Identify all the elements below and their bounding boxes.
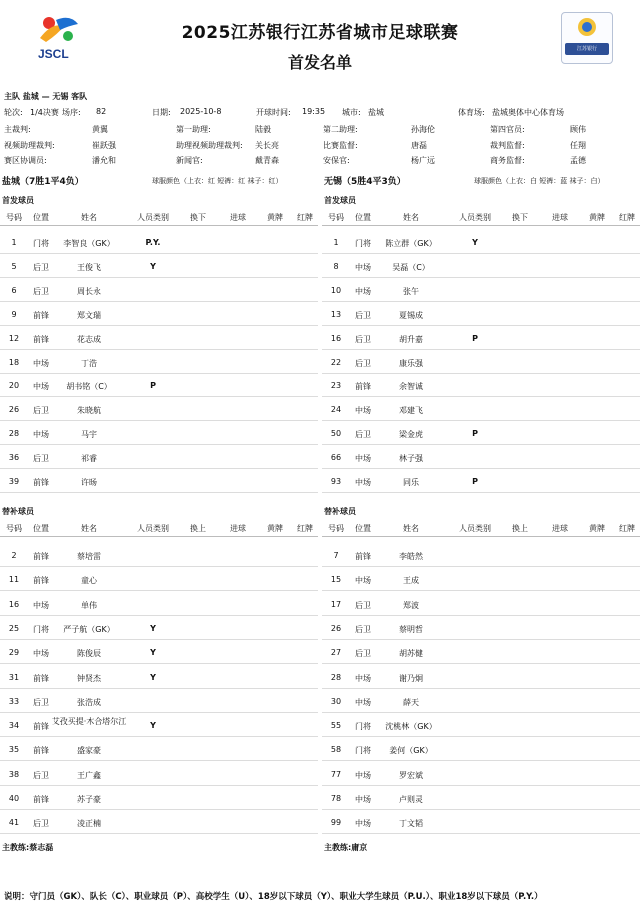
home-sub-name: 苏子豪	[77, 795, 101, 804]
away-starter-position: 后卫	[355, 430, 371, 440]
away-sub-number: 30	[330, 696, 342, 706]
page-title: 2025江苏银行江苏省城市足球联赛	[181, 23, 459, 43]
home-sub-number: 11	[8, 575, 20, 585]
away-starter-position: 中场	[355, 262, 371, 272]
home-sub-number: 40	[8, 794, 20, 803]
home-starter-name: 郑文瑞	[77, 310, 101, 320]
home-row-rule	[0, 277, 318, 278]
home-sub-number: 16	[8, 599, 20, 609]
official-name: 孟德	[570, 156, 586, 165]
logo-text: JSCL	[38, 47, 69, 61]
home-starter-name: 朱晓航	[77, 406, 101, 416]
home-starter-name: 马宇	[81, 430, 97, 440]
away-row-rule	[322, 663, 640, 664]
away-header-2: 姓名	[403, 524, 419, 533]
home-sub-number: 35	[8, 745, 20, 755]
home-starter-category: P.Y.	[145, 238, 161, 247]
official-label: 第二助理:	[323, 125, 358, 134]
away-sub-name: 郑波	[403, 600, 419, 610]
official-label: 新闻官:	[176, 156, 203, 165]
home-starter-name: 丁浩	[81, 358, 97, 368]
away-sub-name: 王成	[403, 576, 419, 586]
away-starter-name: 胡升嘉	[399, 334, 423, 344]
away-row-rule	[322, 277, 640, 278]
away-row-rule	[322, 615, 640, 616]
away-row-rule	[322, 688, 640, 689]
away-sub-position: 门将	[355, 746, 371, 756]
away-sub-name: 李皓然	[399, 552, 423, 561]
home-team-record: 盐城（7胜1平4负）	[2, 177, 84, 187]
away-starter-position: 中场	[355, 406, 371, 416]
home-sub-position: 后卫	[33, 770, 49, 780]
home-row-rule	[0, 566, 318, 567]
away-sub-name: 罗宏斌	[399, 770, 423, 780]
away-starter-name: 同乐	[403, 478, 419, 487]
away-starter-name: 吴磊（C）	[392, 262, 430, 272]
away-sub-position: 后卫	[355, 649, 371, 659]
away-sub-name: 丁文韬	[399, 819, 423, 829]
away-sub-position: 中场	[355, 770, 371, 780]
home-starter-position: 中场	[33, 358, 49, 368]
away-header-7: 红牌	[619, 524, 635, 533]
home-header-1: 位置	[33, 524, 49, 533]
official-name: 任翔	[570, 141, 586, 150]
home-row-rule	[0, 833, 318, 834]
away-row-rule	[322, 349, 640, 350]
match-info-value: 1/4决赛	[30, 108, 59, 117]
away-starter-position: 中场	[355, 454, 371, 464]
home-header-5: 进球	[230, 524, 246, 533]
home-sub-number: 29	[8, 648, 20, 658]
home-header-5: 进球	[230, 213, 246, 222]
home-starter-number: 26	[8, 405, 20, 415]
away-starter-number: 13	[330, 309, 342, 319]
away-row-rule	[322, 736, 640, 737]
away-header-3: 人员类别	[459, 213, 491, 222]
home-sub-category: Y	[150, 648, 156, 658]
home-row-rule	[0, 785, 318, 786]
away-starter-position: 中场	[355, 478, 371, 487]
home-sub-position: 中场	[33, 600, 49, 610]
home-sub-number: 31	[8, 672, 20, 682]
away-row-rule	[322, 785, 640, 786]
home-sub-number: 2	[11, 551, 17, 560]
home-sub-name: 艾孜买提·木合塔尔江	[51, 717, 127, 727]
home-header-7: 红牌	[297, 213, 313, 222]
home-row-rule	[0, 420, 318, 421]
official-name: 黄翼	[92, 125, 108, 134]
home-row-rule	[0, 736, 318, 737]
match-info-value: 盐城奥体中心体育场	[492, 108, 564, 117]
away-starter-number: 8	[333, 261, 339, 271]
home-sub-position: 前锋	[33, 722, 49, 732]
home-row-rule	[0, 396, 318, 397]
official-label: 主裁判:	[4, 125, 31, 134]
official-name: 杨广远	[411, 156, 435, 165]
official-name: 潘允和	[92, 156, 116, 165]
home-starter-name: 周长永	[77, 286, 101, 296]
official-name: 戴青森	[255, 156, 279, 165]
home-starter-position: 前锋	[33, 478, 49, 487]
home-row-rule	[0, 301, 318, 302]
official-label: 视频助理裁判:	[4, 141, 55, 150]
away-row-rule	[322, 468, 640, 469]
home-header-3: 人员类别	[137, 213, 169, 222]
official-label: 裁判监督:	[490, 141, 525, 150]
away-sub-name: 薛天	[403, 697, 419, 707]
away-starter-name: 陈立群（GK）	[385, 239, 437, 248]
home-sub-position: 前锋	[33, 746, 49, 756]
away-sub-position: 前锋	[355, 552, 371, 561]
away-header-6: 黄牌	[589, 524, 605, 533]
away-starter-name: 张午	[403, 286, 419, 296]
away-sub-name: 胡苏健	[399, 649, 423, 659]
home-sub-position: 后卫	[33, 819, 49, 829]
match-info-value: 82	[96, 107, 107, 116]
away-row-rule	[322, 833, 640, 834]
home-row-rule	[0, 492, 318, 493]
match-info-label: 日期:	[152, 108, 171, 117]
away-sub-number: 78	[330, 794, 342, 803]
home-header-3: 人员类别	[137, 524, 169, 533]
away-starter-position: 后卫	[355, 358, 371, 368]
home-starter-category: Y	[150, 261, 156, 271]
match-info-value: 2025-10-8	[180, 107, 222, 116]
away-row-rule	[322, 373, 640, 374]
away-sub-number: 28	[330, 672, 342, 682]
official-label: 第一助理:	[176, 125, 211, 134]
official-label: 第四官员:	[490, 125, 525, 134]
home-sub-number: 34	[8, 721, 20, 731]
official-name: 孙海伦	[411, 125, 435, 134]
home-starter-position: 中场	[33, 430, 49, 440]
away-row-rule	[322, 396, 640, 397]
home-sub-position: 门将	[33, 624, 49, 634]
home-starters-label: 首发球员	[2, 196, 34, 205]
home-sub-name: 蔡培雷	[77, 552, 101, 561]
away-row-rule	[322, 760, 640, 761]
home-starter-name: 许旸	[81, 478, 97, 487]
home-sub-category: Y	[150, 623, 156, 633]
official-label: 安保官:	[323, 156, 350, 165]
away-header-0: 号码	[328, 524, 344, 533]
sponsor-logo-text: 江苏银行	[576, 46, 597, 52]
match-info-label: 轮次:	[4, 108, 23, 117]
home-header-0: 号码	[6, 213, 22, 222]
home-sub-number: 41	[8, 818, 20, 828]
away-sub-number: 99	[330, 818, 342, 828]
home-row-rule	[0, 373, 318, 374]
away-starter-category: P	[472, 429, 478, 439]
official-name: 唐磊	[411, 141, 427, 150]
away-starter-number: 24	[330, 405, 342, 415]
away-sub-name: 姜何（GK）	[389, 746, 433, 756]
official-label: 商务监督:	[490, 156, 525, 165]
home-starter-number: 20	[8, 381, 20, 391]
home-row-rule	[0, 663, 318, 664]
away-starter-name: 林子强	[399, 454, 423, 464]
official-label: 助理视频助理裁判:	[176, 141, 243, 150]
page-subtitle: 首发名单	[287, 53, 352, 72]
away-header-5: 进球	[552, 213, 568, 222]
home-head-coach: 主教练:蔡志磊	[2, 843, 54, 852]
away-sub-name: 沈桃林（GK）	[385, 722, 437, 732]
home-starter-position: 后卫	[33, 286, 49, 296]
official-name: 关长亮	[255, 141, 279, 150]
home-starter-number: 9	[11, 309, 17, 319]
away-starter-position: 后卫	[355, 310, 371, 320]
home-kit-colors: 球服颜色（上衣：红 短裤：红 袜子：红）	[152, 177, 283, 185]
home-starter-position: 前锋	[33, 310, 49, 320]
away-row-rule	[322, 253, 640, 254]
away-row-rule	[322, 566, 640, 567]
away-sub-number: 26	[330, 623, 342, 633]
home-header-7: 红牌	[297, 524, 313, 533]
away-starter-name: 余智诚	[399, 382, 423, 392]
home-starter-number: 36	[8, 453, 20, 463]
home-row-rule	[0, 760, 318, 761]
home-row-rule	[0, 809, 318, 810]
home-sub-category: Y	[150, 721, 156, 731]
away-sub-position: 门将	[355, 722, 371, 732]
home-header-rule	[0, 225, 318, 226]
away-starter-position: 中场	[355, 286, 371, 296]
home-sub-name: 严子航（GK）	[63, 624, 115, 634]
away-starter-number: 50	[330, 429, 342, 439]
away-row-rule	[322, 492, 640, 493]
home-starter-number: 39	[8, 477, 20, 486]
away-header-0: 号码	[328, 213, 344, 222]
home-starter-position: 后卫	[33, 262, 49, 272]
home-row-rule	[0, 615, 318, 616]
away-row-rule	[322, 712, 640, 713]
home-starter-number: 28	[8, 429, 20, 439]
home-sub-name: 盛家豪	[77, 746, 101, 756]
home-row-rule	[0, 468, 318, 469]
away-starter-position: 后卫	[355, 334, 371, 344]
away-sub-position: 中场	[355, 819, 371, 829]
home-starter-position: 前锋	[33, 334, 49, 344]
away-row-rule	[322, 301, 640, 302]
away-header-3: 人员类别	[459, 524, 491, 533]
official-name: 崔跃强	[92, 141, 116, 150]
match-info-label: 场序:	[62, 108, 81, 117]
away-header-4: 换上	[512, 524, 528, 533]
away-header-rule	[322, 536, 640, 537]
home-row-rule	[0, 253, 318, 254]
away-starter-number: 93	[330, 477, 342, 486]
home-header-6: 黄牌	[267, 524, 283, 533]
home-header-4: 换上	[190, 524, 206, 533]
home-row-rule	[0, 712, 318, 713]
away-header-1: 位置	[355, 213, 371, 222]
away-header-2: 姓名	[403, 213, 419, 222]
home-header-rule	[0, 536, 318, 537]
away-sub-number: 7	[333, 551, 339, 560]
away-sub-position: 中场	[355, 697, 371, 707]
away-sub-number: 77	[330, 769, 342, 779]
home-sub-number: 25	[8, 623, 20, 633]
match-info-value: 19:35	[302, 107, 326, 116]
home-row-rule	[0, 349, 318, 350]
away-row-rule	[322, 444, 640, 445]
away-starter-name: 邓建飞	[399, 406, 423, 416]
home-sub-number: 33	[8, 696, 20, 706]
home-starter-name: 花志成	[77, 334, 101, 344]
home-sub-name: 童心	[81, 576, 97, 586]
away-starter-number: 22	[330, 357, 342, 367]
home-header-0: 号码	[6, 524, 22, 533]
home-starter-number: 18	[8, 357, 20, 367]
away-team-record: 无锡（5胜4平3负）	[324, 177, 406, 187]
home-starter-number: 6	[11, 285, 17, 295]
home-starter-name: 祁睿	[81, 454, 97, 464]
away-row-rule	[322, 809, 640, 810]
home-sub-name: 陈俊辰	[77, 649, 101, 659]
match-info-value: 盐城	[368, 108, 384, 117]
home-starter-name: 王俊飞	[77, 262, 101, 272]
home-starter-position: 后卫	[33, 454, 49, 464]
home-header-2: 姓名	[81, 524, 97, 533]
home-sub-name: 钟贤杰	[77, 673, 101, 683]
home-header-2: 姓名	[81, 213, 97, 222]
home-sub-position: 前锋	[33, 576, 49, 586]
home-sub-name: 单伟	[81, 600, 97, 610]
home-row-rule	[0, 639, 318, 640]
away-sub-position: 后卫	[355, 624, 371, 634]
home-subs-label: 替补球员	[2, 507, 34, 516]
home-sub-category: Y	[150, 672, 156, 682]
away-sub-number: 15	[330, 575, 342, 585]
away-row-rule	[322, 420, 640, 421]
away-header-6: 黄牌	[589, 213, 605, 222]
home-sub-name: 凌正楠	[77, 819, 101, 829]
away-kit-colors: 球服颜色（上衣：白 短裤：蓝 袜子：白）	[474, 177, 605, 185]
official-label: 赛区协调员:	[4, 156, 47, 165]
away-sub-position: 中场	[355, 576, 371, 586]
away-sub-number: 55	[330, 721, 342, 731]
away-sub-name: 卢则灵	[399, 795, 423, 804]
away-sub-number: 17	[330, 599, 342, 609]
home-sub-position: 中场	[33, 649, 49, 659]
home-starter-position: 门将	[33, 239, 49, 248]
away-sub-position: 中场	[355, 795, 371, 804]
away-sub-number: 58	[330, 745, 342, 755]
away-starter-number: 10	[330, 285, 342, 295]
away-row-rule	[322, 325, 640, 326]
home-starter-name: 李智良（GK）	[63, 239, 115, 248]
away-starter-position: 门将	[355, 239, 371, 248]
away-header-rule	[322, 225, 640, 226]
away-sub-name: 谢乃炯	[399, 673, 423, 683]
match-info-label: 城市:	[342, 108, 361, 117]
away-subs-label: 替补球员	[324, 507, 356, 516]
official-label: 比赛监督:	[323, 141, 358, 150]
home-header-4: 换下	[190, 213, 206, 222]
home-starter-number: 5	[11, 261, 17, 271]
away-starter-name: 康乐强	[399, 358, 423, 368]
home-header-1: 位置	[33, 213, 49, 222]
away-starter-category: Y	[472, 238, 478, 247]
away-header-7: 红牌	[619, 213, 635, 222]
home-sub-position: 前锋	[33, 552, 49, 561]
away-starters-label: 首发球员	[324, 196, 356, 205]
away-sub-position: 中场	[355, 673, 371, 683]
home-sub-position: 前锋	[33, 673, 49, 683]
home-starter-number: 12	[8, 333, 20, 343]
away-header-1: 位置	[355, 524, 371, 533]
away-sub-name: 蔡明哲	[399, 624, 423, 634]
home-sub-position: 前锋	[33, 795, 49, 804]
away-sub-number: 27	[330, 648, 342, 658]
away-head-coach: 主教练:庸京	[324, 843, 368, 852]
away-starter-category: P	[472, 477, 478, 486]
away-starter-number: 66	[330, 453, 342, 463]
home-sub-name: 王广鑫	[77, 770, 101, 780]
home-sub-name: 张浩成	[77, 697, 101, 707]
away-starter-name: 梁金虎	[399, 430, 423, 440]
home-row-rule	[0, 590, 318, 591]
home-starter-position: 中场	[33, 382, 49, 392]
home-row-rule	[0, 688, 318, 689]
home-starter-category: P	[150, 381, 156, 391]
away-sub-position: 后卫	[355, 600, 371, 610]
home-sub-number: 38	[8, 769, 20, 779]
away-row-rule	[322, 639, 640, 640]
home-row-rule	[0, 444, 318, 445]
teams-label: 主队 盐城 — 无锡 客队	[4, 92, 88, 101]
home-header-6: 黄牌	[267, 213, 283, 222]
away-starter-position: 前锋	[355, 382, 371, 392]
away-header-4: 换下	[512, 213, 528, 222]
away-starter-number: 1	[333, 238, 339, 247]
away-starter-number: 16	[330, 333, 342, 343]
match-info-label: 开球时间:	[256, 108, 291, 117]
home-starter-position: 后卫	[33, 406, 49, 416]
home-starter-number: 1	[11, 238, 17, 247]
away-starter-category: P	[472, 333, 478, 343]
away-starter-name: 夏锡成	[399, 310, 423, 320]
away-header-5: 进球	[552, 524, 568, 533]
away-row-rule	[322, 590, 640, 591]
official-name: 陆毅	[255, 125, 271, 134]
legend-note: 说明：守门员（GK）、队长（C）、职业球员（P）、高校学生（U）、18岁以下球员（Y）、职业大学生球员（P.U.）、职业18岁以下球员（P.Y.）	[4, 892, 543, 902]
official-name: 顾伟	[570, 125, 586, 134]
home-row-rule	[0, 325, 318, 326]
home-starter-name: 胡书铭（C）	[66, 382, 112, 392]
match-info-label: 体育场:	[458, 108, 485, 117]
home-sub-position: 后卫	[33, 697, 49, 707]
sponsor-logo	[561, 12, 613, 64]
away-starter-number: 23	[330, 381, 342, 391]
